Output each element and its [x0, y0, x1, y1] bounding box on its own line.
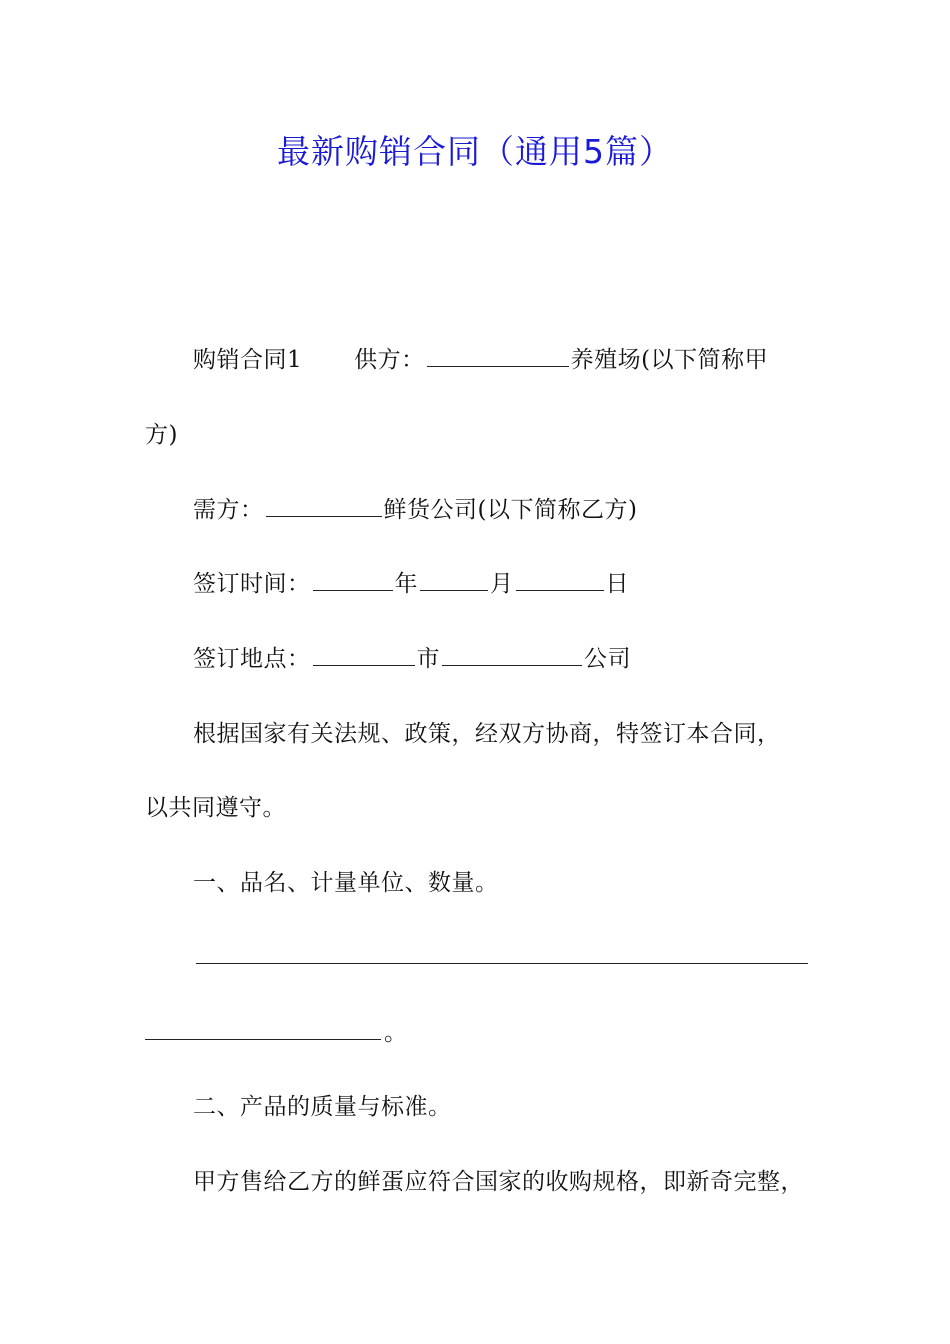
- date-label: 签订时间：: [193, 571, 311, 597]
- year-label: 年: [394, 571, 418, 597]
- city-label: 市: [416, 646, 440, 672]
- company-blank: [442, 643, 582, 666]
- city-blank: [313, 643, 415, 666]
- section-1-heading: 一、品名、计量单位、数量。: [193, 870, 499, 896]
- company-label: 公司: [584, 646, 631, 672]
- supplier-line: [193, 343, 768, 377]
- buyer-line: [193, 493, 637, 527]
- buyer-blank: [266, 494, 382, 517]
- month-blank: [420, 568, 488, 591]
- supplier-blank: [427, 344, 569, 367]
- fill-in-blank: [145, 1017, 381, 1040]
- fill-in-line-full: [196, 963, 808, 964]
- buyer-suffix: 鲜货公司(以下简称乙方): [383, 497, 638, 523]
- contract-heading: 购销合同1: [193, 347, 303, 373]
- signing-date-line: [193, 567, 629, 601]
- day-blank: [516, 568, 604, 591]
- supplier-line-continued: [145, 418, 178, 452]
- document-title: 最新购销合同（通用5篇）: [277, 132, 673, 171]
- section-2-text: 甲方售给乙方的鲜蛋应符合国家的收购规格，即新奇完整，: [193, 1169, 804, 1195]
- place-label: 签订地点：: [193, 646, 311, 672]
- supplier-suffix-cont: 方): [145, 422, 178, 448]
- section-1-end: 。: [384, 1020, 408, 1046]
- signing-place-line: [193, 642, 631, 676]
- supplier-suffix: 养殖场(以下简称甲: [570, 347, 769, 373]
- preamble-line-1: 根据国家有关法规、政策，经双方协商，特签订本合同，: [193, 721, 781, 747]
- section-2-heading: 二、产品的质量与标准。: [193, 1094, 452, 1120]
- day-label: 日: [605, 571, 629, 597]
- preamble-line-2: 以共同遵守。: [145, 795, 286, 821]
- supplier-label: 供方：: [354, 347, 425, 373]
- buyer-label: 需方：: [193, 497, 264, 523]
- month-label: 月: [490, 571, 514, 597]
- year-blank: [313, 568, 393, 591]
- fill-in-line-short: [145, 1016, 408, 1050]
